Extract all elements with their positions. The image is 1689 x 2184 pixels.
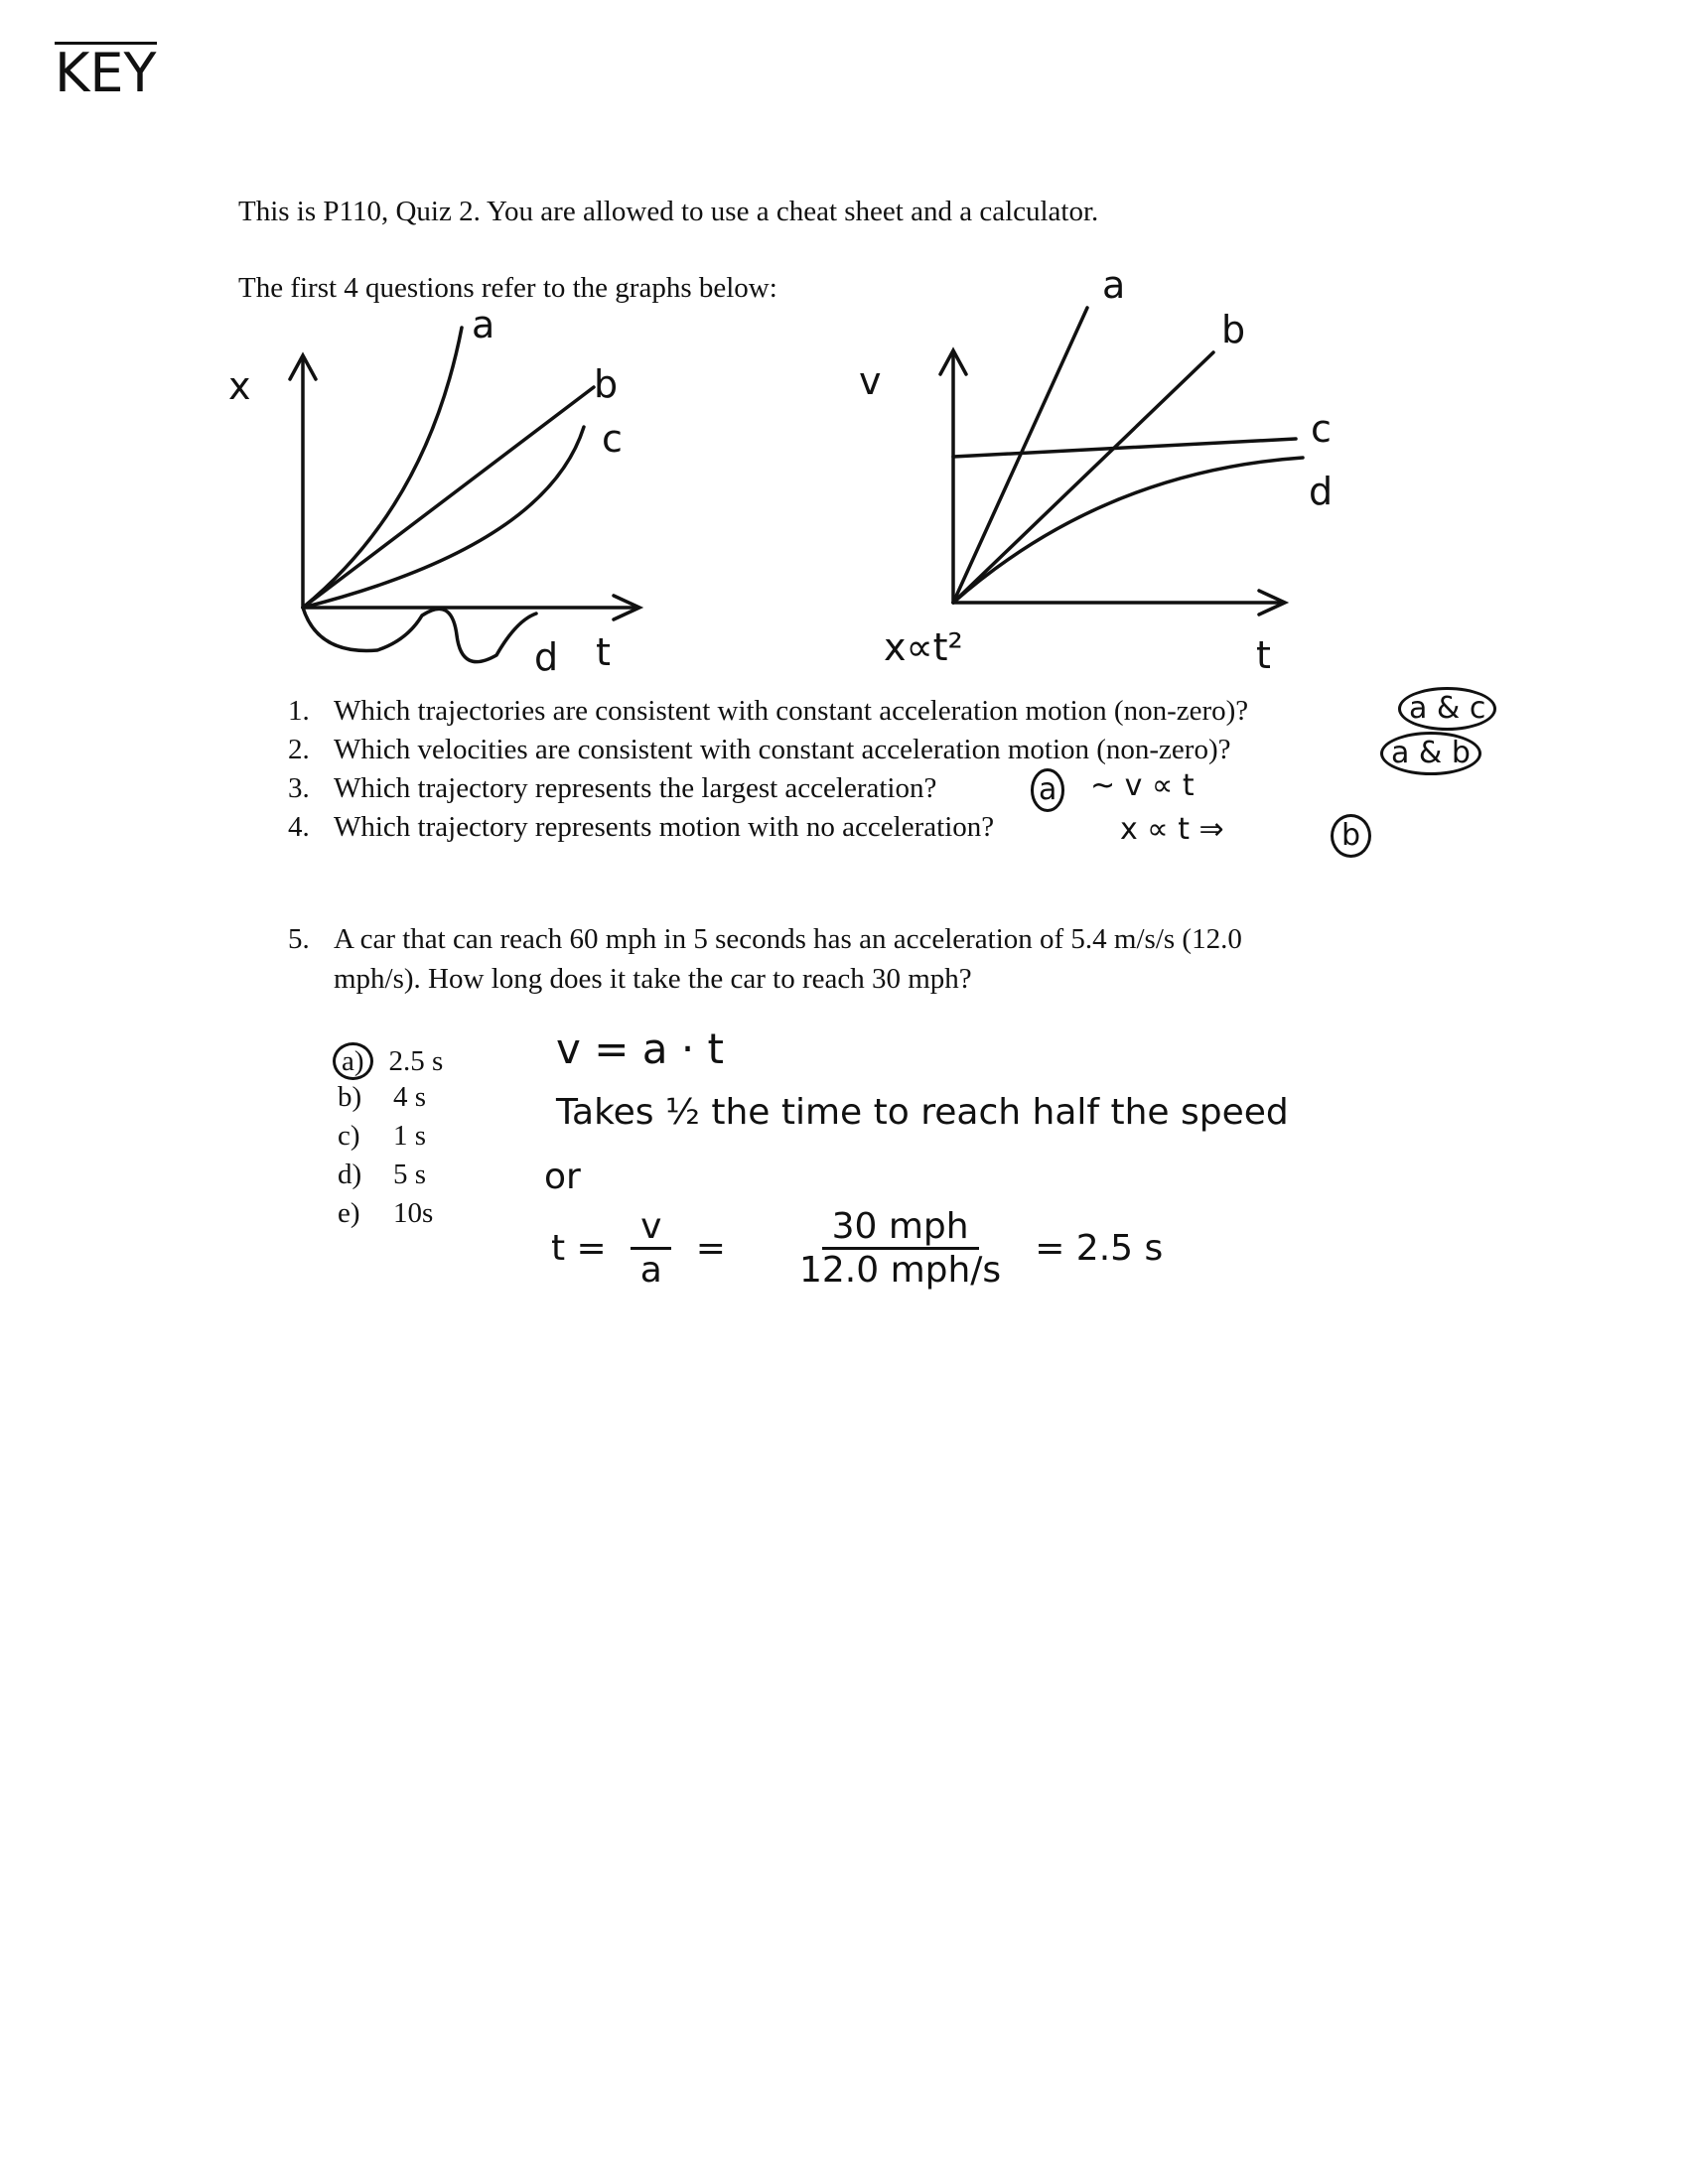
work-fraction-den: 12.0 mph/s — [798, 1250, 1002, 1291]
option-c-text: 1 s — [393, 1120, 427, 1152]
curve-d-v — [953, 458, 1303, 603]
option-e-letter: e) — [338, 1197, 360, 1229]
curve-c — [303, 427, 584, 608]
option-c-letter: c) — [338, 1120, 360, 1152]
y-axis-label-x: x — [228, 364, 251, 408]
question-5-line-2: mph/s). How long does it take the car to reach 30 mph? — [334, 963, 972, 995]
option-d-letter: d) — [338, 1159, 362, 1190]
work-v-over-a — [631, 1206, 672, 1291]
question-4-number: 4. — [288, 811, 310, 843]
question-5-text-1: A car that can reach 60 mph in 5 seconds has an acceleration of 5.4 m/s/s (12.0 — [334, 923, 1242, 955]
question-1-text: Which trajectories are consistent with constant acceleration motion (non-zero)? — [334, 695, 1249, 727]
question-1 — [288, 695, 1248, 728]
option-e — [338, 1197, 433, 1230]
y-axis-label-v: v — [859, 359, 882, 403]
curve-d-label: d — [534, 635, 559, 679]
graphs-intro: The first 4 questions refer to the graphs below: — [238, 272, 777, 304]
work-line-1: v = a · t — [556, 1024, 725, 1073]
work-t-equals: t = — [551, 1228, 607, 1269]
curve-b-v — [953, 352, 1213, 603]
proportional-note: x∝t² — [884, 625, 963, 669]
work-equation — [551, 1206, 1163, 1291]
curve-c-v — [953, 439, 1296, 457]
t-axis-label-v: t — [1256, 633, 1271, 677]
option-a — [333, 1042, 443, 1080]
question-2-number: 2. — [288, 734, 310, 765]
option-b-letter: b) — [338, 1081, 362, 1113]
question-4-note: x ∝ t ⇒ — [1120, 812, 1224, 847]
question-3-note: ~ v ∝ t — [1090, 768, 1195, 803]
curve-d-v-label: d — [1309, 470, 1334, 513]
option-d-text: 5 s — [393, 1159, 427, 1190]
curve-d — [303, 608, 536, 662]
work-a: a — [639, 1250, 662, 1291]
question-5-line-1 — [288, 923, 1242, 956]
question-3-answer: a — [1031, 768, 1064, 812]
curve-a — [303, 328, 462, 608]
option-c — [338, 1120, 426, 1153]
intro-text: This is P110, Quiz 2. You are allowed to use a cheat sheet and a calculator. — [238, 196, 1099, 227]
question-2 — [288, 734, 1231, 766]
option-e-text: 10s — [393, 1197, 434, 1229]
option-d — [338, 1159, 426, 1191]
work-fraction-num: 30 mph — [822, 1206, 979, 1250]
question-4-text: Which trajectory represents motion with no acceleration? — [334, 811, 995, 843]
curve-a-label: a — [472, 303, 495, 346]
option-a-text: 2.5 s — [388, 1045, 444, 1077]
question-1-number: 1. — [288, 695, 310, 727]
curve-b-label: b — [594, 362, 619, 406]
question-3-text: Which trajectory represents the largest acceleration? — [334, 772, 937, 804]
velocity-time-graph — [844, 263, 1380, 680]
curve-a-v-label: a — [1102, 263, 1126, 307]
question-4-answer: b — [1331, 814, 1371, 858]
question-3-number: 3. — [288, 772, 310, 804]
curve-c-label: c — [602, 417, 623, 461]
option-a-letter: a) — [333, 1042, 373, 1080]
curve-b — [303, 387, 594, 608]
work-result: = 2.5 s — [1035, 1228, 1164, 1269]
work-line-2: Takes ½ the time to reach half the speed — [556, 1092, 1289, 1133]
question-1-answer: a & c — [1398, 687, 1496, 731]
curve-b-v-label: b — [1221, 308, 1246, 351]
t-axis-label: t — [596, 630, 611, 674]
work-equals: = — [695, 1228, 726, 1269]
question-4 — [288, 811, 994, 844]
question-5-number: 5. — [288, 923, 310, 955]
option-b-text: 4 s — [393, 1081, 427, 1113]
work-v: v — [631, 1206, 671, 1250]
question-3 — [288, 772, 936, 805]
curve-c-v-label: c — [1311, 407, 1332, 451]
key-mark: KEY — [55, 42, 157, 104]
question-2-text: Which velocities are consistent with constant acceleration motion (non-zero)? — [334, 734, 1231, 765]
work-line-3: or — [544, 1157, 581, 1197]
option-b — [338, 1081, 426, 1114]
work-fraction — [789, 1206, 1011, 1291]
question-2-answer: a & b — [1380, 732, 1481, 775]
position-time-graph — [218, 298, 675, 679]
